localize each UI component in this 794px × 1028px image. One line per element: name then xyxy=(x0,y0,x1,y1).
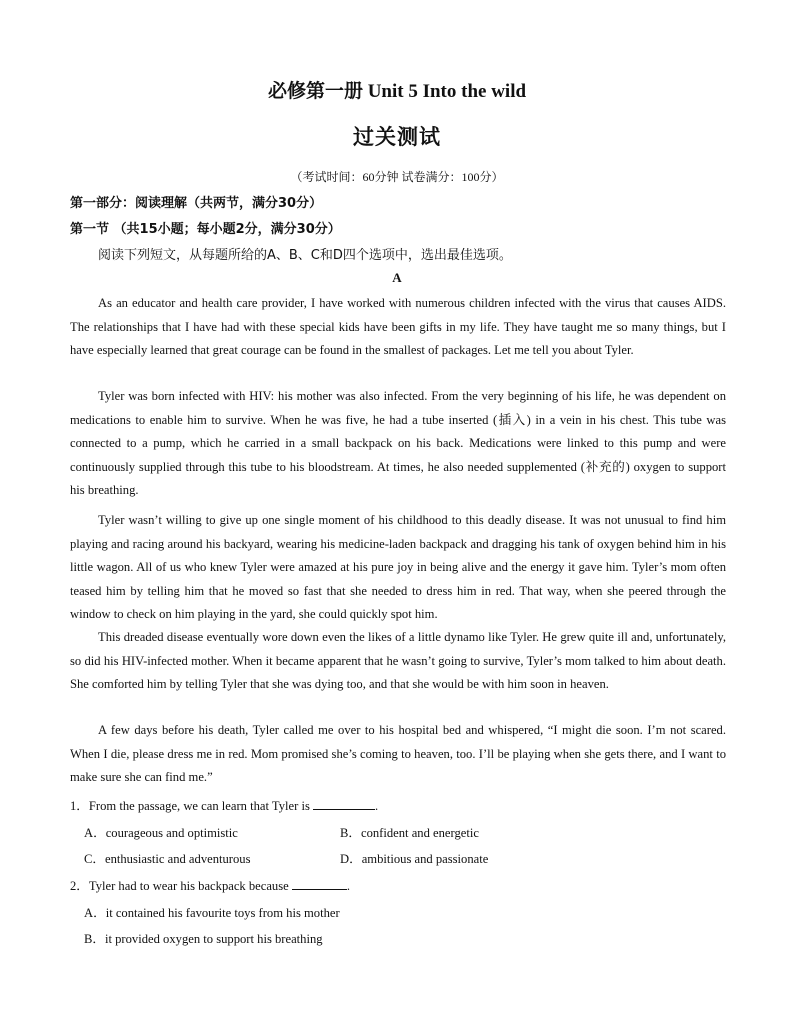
question-1-option-b[interactable]: B．confident and energetic xyxy=(340,826,479,840)
question-end: . xyxy=(346,879,351,893)
question-stem: 2．Tyler had to wear his backpack because xyxy=(70,879,289,893)
paragraph-text: This dreaded disease eventually wore down even the likes of a little dynamo like Tyler. He grew quite ill and, unfortunately, so did his HIV-infected mother. When it became apparent that he wasn’t going to survive, Tyler’s mom talked to him about death. She comforted him by telling Tyler that she was dying too, and that she would be with him soon in heaven. xyxy=(70,630,726,691)
instruction-text: 阅读下列短文，从每题所给的A、B、C和D四个选项中，选出最佳选项。 xyxy=(98,248,512,263)
paragraph-text: A few days before his death, Tyler called me over to his hospital bed and whispered, “I might die soon. I’m not scared. When I die, please dress me in red. Mom promised she’s coming to heaven, too. I’ll be playing when she gets there, and I want to make sure she can find me.” xyxy=(70,723,726,784)
document-subtitle: 过关测试 xyxy=(353,125,441,149)
passage-paragraph-5 xyxy=(70,719,726,790)
question-1 xyxy=(70,795,378,814)
section-heading: 第一节 （共15小题；每小题2分，满分30分） xyxy=(70,222,341,237)
paragraph-text: Tyler was born infected with HIV: his mother was also infected. From the very beginning of his life, he was dependent on medications to enable him to survive. When he was five, he had a tube inserted (插入) in a vein in his chest. This tube was connected to a pump, which he carried in a small backpack on his back. Medications were linked to this pump and were continuously supplied through this tube to his bloodstream. At times, he also needed supplemented (补充的) oxygen to support his breathing. xyxy=(70,389,726,497)
document-title: 必修第一册 Unit 5 Into the wild xyxy=(267,81,527,102)
question-1-option-a[interactable]: A．courageous and optimistic xyxy=(84,826,238,840)
question-stem: 1．From the passage, we can learn that Tyler is xyxy=(70,799,310,813)
question-2-option-a[interactable]: A．it contained his favourite toys from his mother xyxy=(84,906,340,920)
question-1-option-d[interactable]: D．ambitious and passionate xyxy=(340,852,489,866)
passage-paragraph-1 xyxy=(70,292,726,363)
paragraph-text: Tyler wasn’t willing to give up one single moment of his childhood to this deadly disease. It was not unusual to find him playing and racing around his backyard, wearing his medicine-laden backpack and dragging his tank of oxygen behind him in his little wagon. All of us who knew Tyler were amazed at his pure joy in being alive and the energy it gave him. Tyler’s mom often teased him by telling him that he moved so fast that she needed to dress him in red. That way, when she peered through the window to check on him playing in the yard, she could quickly spot him. xyxy=(70,513,726,621)
paragraph-text: As an educator and health care provider, I have worked with numerous children infected with the virus that causes AIDS. The relationships that I have had with these special kids have been gifts in my life. They have taught me so many things, but I have especially learned that great courage can be found in the smallest of packages. Let me tell you about Tyler. xyxy=(70,296,726,357)
passage-paragraph-3 xyxy=(70,509,726,627)
question-end: . xyxy=(375,799,379,813)
passage-paragraph-4 xyxy=(70,626,726,697)
answer-blank xyxy=(313,797,375,810)
passage-paragraph-2 xyxy=(70,385,726,503)
exam-info: （考试时间：60分钟 试卷满分：100分） xyxy=(290,170,504,184)
passage-label: A xyxy=(392,270,402,285)
question-1-option-c[interactable]: C．enthusiastic and adventurous xyxy=(84,852,251,866)
question-2-option-b[interactable]: B．it provided oxygen to support his breathing xyxy=(84,932,323,946)
answer-blank xyxy=(292,877,347,890)
part-heading: 第一部分：阅读理解（共两节，满分30分） xyxy=(70,196,323,211)
question-2 xyxy=(70,875,350,894)
